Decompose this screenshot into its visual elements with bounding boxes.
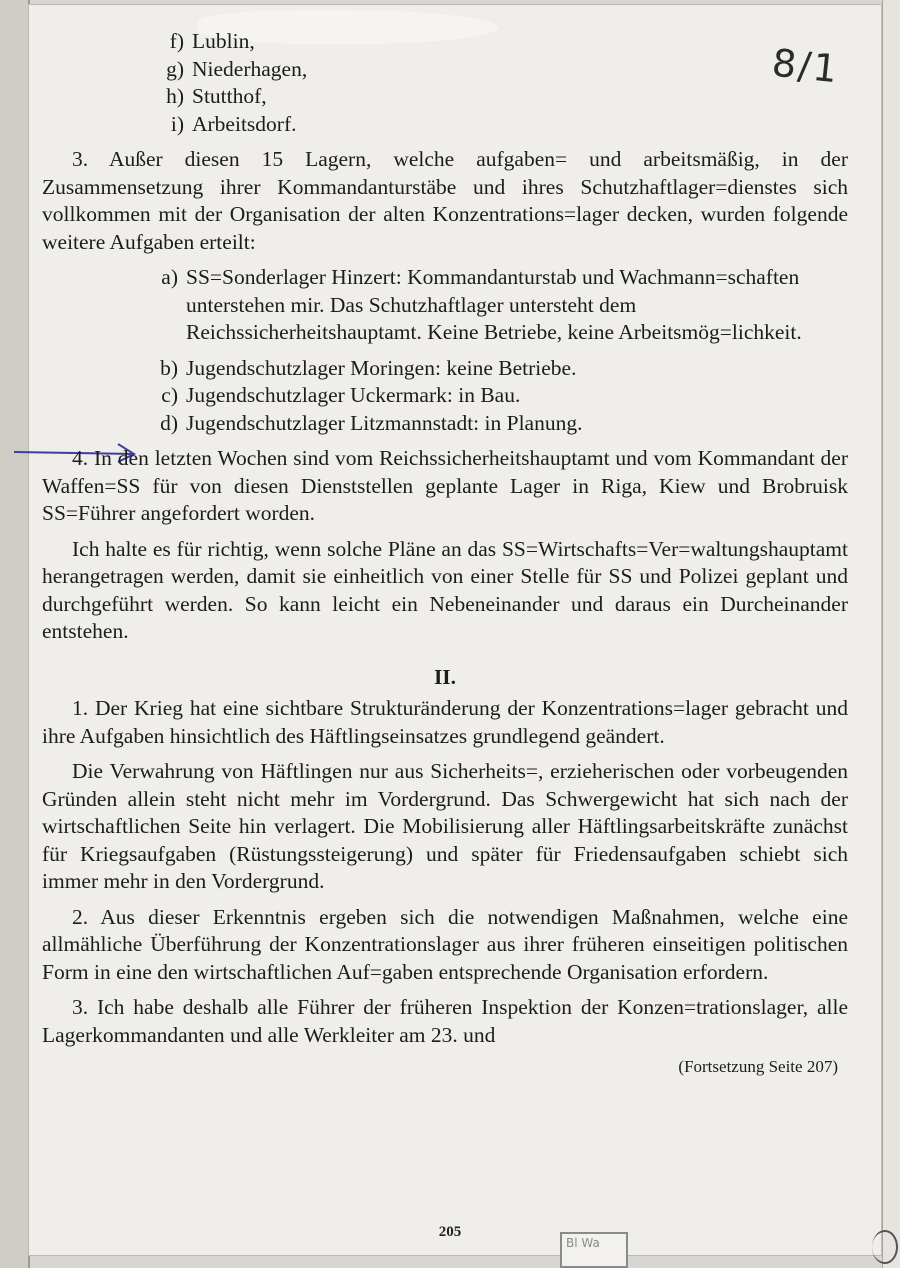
corner-mark-icon (872, 1230, 898, 1264)
list-item: h) Stutthof, (166, 84, 267, 108)
paragraph: 3. Außer diesen 15 Lagern, welche aufgaben= und arbeitsmäßig, in der Zusammensetzung ihrer Kommandanturstäbe und ihres Schutzhaftlager=dienstes sich vollkommen mit der Organisation der alten Konzentrations=lager decken, wurden folgende weitere Aufgaben erteilt: (42, 147, 848, 254)
list-item: i) Arbeitsdorf. (170, 111, 297, 136)
paragraph: Ich halte es für richtig, wenn solche Pläne an das SS=Wirtschafts=Ver=waltungshauptamt herangetragen werden, damit sie einheitlich von einer Stelle für SS und Polizei geplant und durchgeführt werden. So kann leicht ein Nebeneinander und daraus ein Durcheinander entstehen. (42, 536, 848, 643)
paragraph: 1. Der Krieg hat eine sichtbare Strukturänderung der Konzentrations=lager gebracht und ihre Aufgaben hinsichtlich des Häftlingseinsatzes grundlegend geändert. (42, 696, 848, 748)
list-item: f) Lublin, (169, 29, 255, 53)
paragraph: 2. Aus dieser Erkenntnis ergeben sich die notwendigen Maßnahmen, welche eine allmähliche Überführung der Konzentrationslager aus ihrer früheren einseitigen politischen Form in eine den wirtschaftlichen Auf=gaben entsprechende Organisation erfordern. (42, 904, 848, 984)
paragraph: 3. Ich habe deshalb alle Führer der früheren Inspektion der Konzen=trationslager, alle Lagerkommandanten und alle Werkleiter am 23. und (42, 995, 848, 1047)
page-number: 205 (438, 1224, 462, 1240)
list-item: d) Jugendschutzlager Litzmannstadt: in Planung. (160, 410, 583, 435)
handwritten-mark: 8/1 (769, 40, 842, 92)
list-item: a) SS=Sonderlager Hinzert: Kommandanturstab und Wachmann=schaften unterstehen mir. Das Schutzhaftlager untersteht dem Reichssicherheitshauptamt. Keine Betriebe, keine Arbeitsmög=lichkeit. (161, 265, 802, 344)
list-item: b) Jugendschutzlager Moringen: keine Betriebe. (160, 355, 577, 380)
section-heading: II. (433, 664, 457, 689)
page-edge-left (0, 0, 30, 1268)
task-list (142, 264, 848, 437)
archive-stamp: Bl Wa (560, 1232, 628, 1268)
continuation-note: (Fortsetzung Seite 207) (678, 1057, 838, 1076)
camp-list (154, 28, 848, 138)
paragraph: 4. In den letzten Wochen sind vom Reichssicherheitshauptamt und vom Kommandant der Waffen=SS für von diesen Dienststellen geplante Lager in Riga, Kiew und Brobruisk SS=Führer angefordert worden. (42, 446, 848, 525)
list-item: g) Niederhagen, (166, 56, 308, 81)
paragraph: Die Verwahrung von Häftlingen nur aus Sicherheits=, erzieherischen oder vorbeugenden Gründen allein steht nicht mehr im Vordergrund. Das Schwergewicht hat sich nach der wirtschaftlichen Seite hin verlagert. Die Mobilisierung aller Häftlingsarbeitskräfte zunächst für Kriegsaufgaben (Rüstungssteigerung) und später für Friedensaufgaben schiebt sich immer mehr in den Vordergrund. (42, 759, 848, 893)
document-body (42, 28, 848, 1081)
list-item: c) Jugendschutzlager Uckermark: in Bau. (161, 383, 521, 407)
page-edge-right (882, 0, 900, 1268)
